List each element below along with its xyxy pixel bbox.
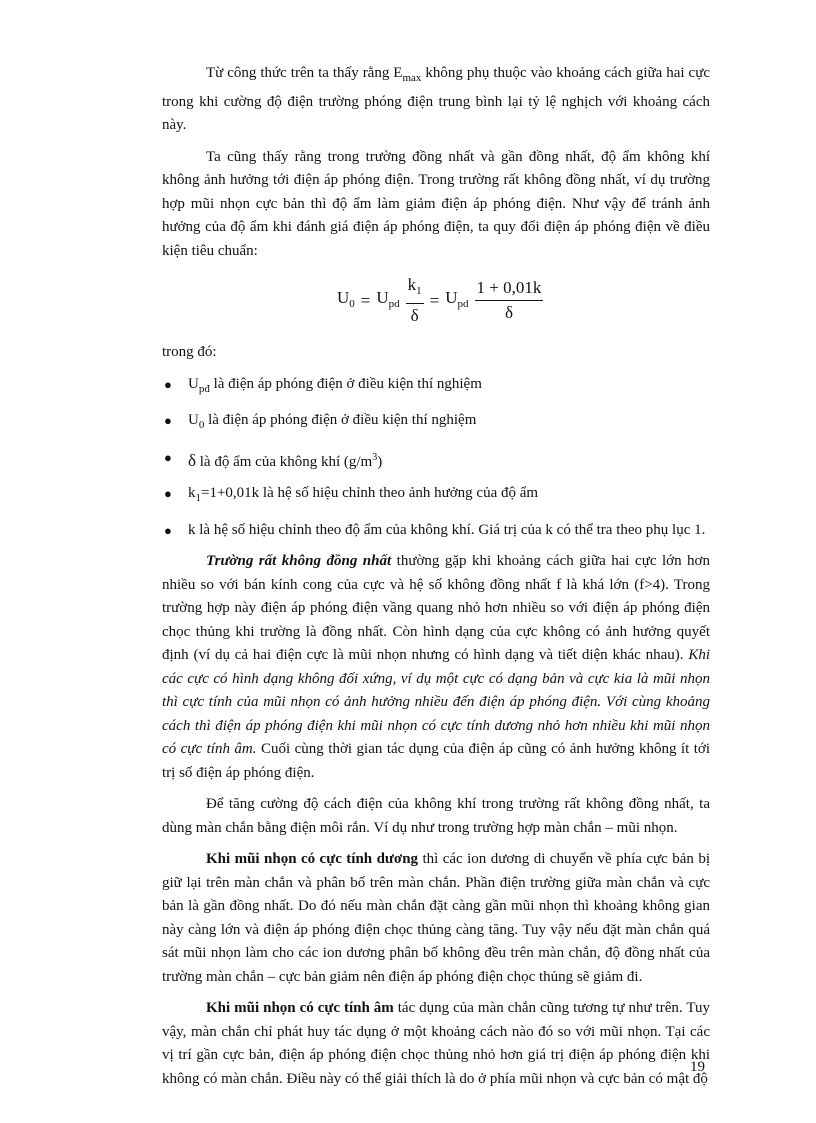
formula-equals: = [429, 291, 440, 311]
paragraph-6: Khi mũi nhọn có cực tính âm tác dụng của màn chắn cũng tương tự như trên. Tuy vậy, màn chắn chỉ phát huy tác dụng ở một khoảng cách nào đó so với mũi nhọn. Tại các vị trí gần cực bản, điện áp phóng điện chọc thủng nhỏ hơn giá trị điện áp phóng điện khi không có màn chắn. Điều này có thể giải thích là do ở phía mũi nhọn và cực bản có mật độ [162, 1000, 710, 1087]
paragraph-4: Để tăng cường độ cách điện của không khí trong trường rất không đồng nhất, ta dùng màn chắn bằng điện môi rắn. Ví dụ như trong trường hợp màn chắn – mũi nhọn. [162, 796, 710, 836]
paragraph-2: Ta cũng thấy rằng trong trường đồng nhất và gần đồng nhất, độ ẩm không khí không ảnh hưởng tới điện áp phóng điện. Trong trường rất không đồng nhất, ví dụ trường hợp mũi nhọn cực bản thì độ ẩm làm giảm điện áp phóng điện. Như vậy để tránh ảnh hưởng của độ ẩm khi đánh giá điện áp phóng điện, ta quy đổi điện áp phóng điện về điều kiện tiêu chuẩn: [162, 148, 710, 259]
document-body [162, 62, 710, 1099]
formula-fraction-k1: $\frac{k_1}{\delta}$ [407, 275, 422, 325]
list-item: ● k là hệ số hiệu chỉnh theo độ ẩm của không khí. Giá trị của k có thể tra theo phụ lục 1. [162, 519, 710, 543]
subscript: max [402, 72, 422, 84]
paragraph-1: Từ công thức trên ta thấy rằng $E_{max}$ không phụ thuộc vào khoảng cách giữa hai cực trong khi cường độ điện trường phóng điện trung bình lại tỷ lệ nghịch với khoảng cách này. [162, 65, 710, 133]
bullet-icon: ● [164, 486, 172, 501]
formula-upd: $U_{pd}$ [376, 287, 400, 310]
list-item: ● δ là độ ẩm của không khí $(g/m^3)$ [162, 446, 710, 475]
bold-lead: Khi mũi nhọn có cực tính âm [206, 1000, 394, 1016]
italic-passage: Khi các cực có hình dạng không đối xứng, ví dụ một cực có dạng bản và cực kia là mũi nhọn thì cực tính của mũi nhọn có ảnh hưởng nhiều đến điện áp phóng điện. Với cùng khoảng cách thì điện áp phóng điện khi mũi nhọn có cực tính dương nhỏ hơn nhiều khi mũi nhọn có cực tính âm. [162, 647, 710, 757]
page-number: 19 [690, 1059, 705, 1075]
bullet-icon: ● [164, 449, 172, 465]
list-item: ● $U_{pđ}$ là điện áp phóng điện ở điều kiện thí nghiệm [162, 373, 710, 402]
trong-do-label: trong đó: [162, 344, 217, 360]
bullet-icon: ● [164, 376, 172, 392]
emphasis-lead: Trường rất không đồng nhất [206, 553, 392, 569]
formula-equals: = [360, 291, 371, 311]
list-item: ● $k_1=1+0,01k$ là hệ số hiệu chỉnh theo ảnh hưởng của độ ẩm [162, 482, 710, 511]
bullet-icon: ● [164, 522, 172, 538]
humidity-correction-formula [337, 273, 710, 329]
bullet-icon: ● [164, 413, 172, 428]
formula-lhs: $U_0$ [337, 287, 355, 310]
formula-fraction-correction: $\frac{1 + 0,01k}{\delta}$ [476, 278, 542, 322]
formula-upd: $U_{pd}$ [445, 287, 469, 310]
paragraph-5: Khi mũi nhọn có cực tính dương thì các ion dương di chuyển về phía cực bản bị giữ lại trên màn chắn và phân bố trên màn chắn. Phần điện trường giữa màn chắn và cực bản là gần đồng nhất. Do đó nếu màn chắn đặt càng gần mũi nhọn thì khoảng không gian này càng lớn và điện áp phóng điện chọc thủng càng tăng. Tuy vậy nếu đặt màn chắn quá sát mũi nhọn làm cho các ion dương phân bố không đều trên màn chắn, độ đồng nhất của trường màn chắn – cực bản giảm nên điện áp phóng điện chọc thủng sẽ giảm đi. [162, 851, 710, 985]
paragraph-3: Trường rất không đồng nhất thường gặp khi khoảng cách giữa hai cực lớn hơn nhiều so với bán kính cong của cực và hệ số không đồng nhất f là khá lớn (f>4). Trong trường hợp này điện áp phóng điện vầng quang nhỏ hơn nhiều so với điện áp phóng điện chọc thủng khi trường là đồng nhất. Còn hình dạng của cực không có ảnh hưởng quyết định (ví dụ cả hai điện cực là mũi nhọn nhưng có hình dạng và tiết diện khác nhau). Khi các cực có hình dạng không đối xứng, ví dụ một cực có dạng bản và cực kia là mũi nhọn thì cực tính của mũi nhọn có ảnh hưởng nhiều đến điện áp phóng điện. Với cùng khoảng cách thì điện áp phóng điện khi mũi nhọn có cực tính dương nhỏ hơn nhiều khi mũi nhọn có cực tính âm. Cuối cùng thời gian tác dụng của điện áp cũng có ảnh hưởng không ít tới trị số điện áp phóng điện. [162, 553, 711, 781]
definitions-list [162, 373, 710, 543]
bold-lead: Khi mũi nhọn có cực tính dương [206, 851, 419, 867]
list-item: ● $U_0$ là điện áp phóng điện ở điều kiện thí nghiệm [162, 409, 710, 438]
